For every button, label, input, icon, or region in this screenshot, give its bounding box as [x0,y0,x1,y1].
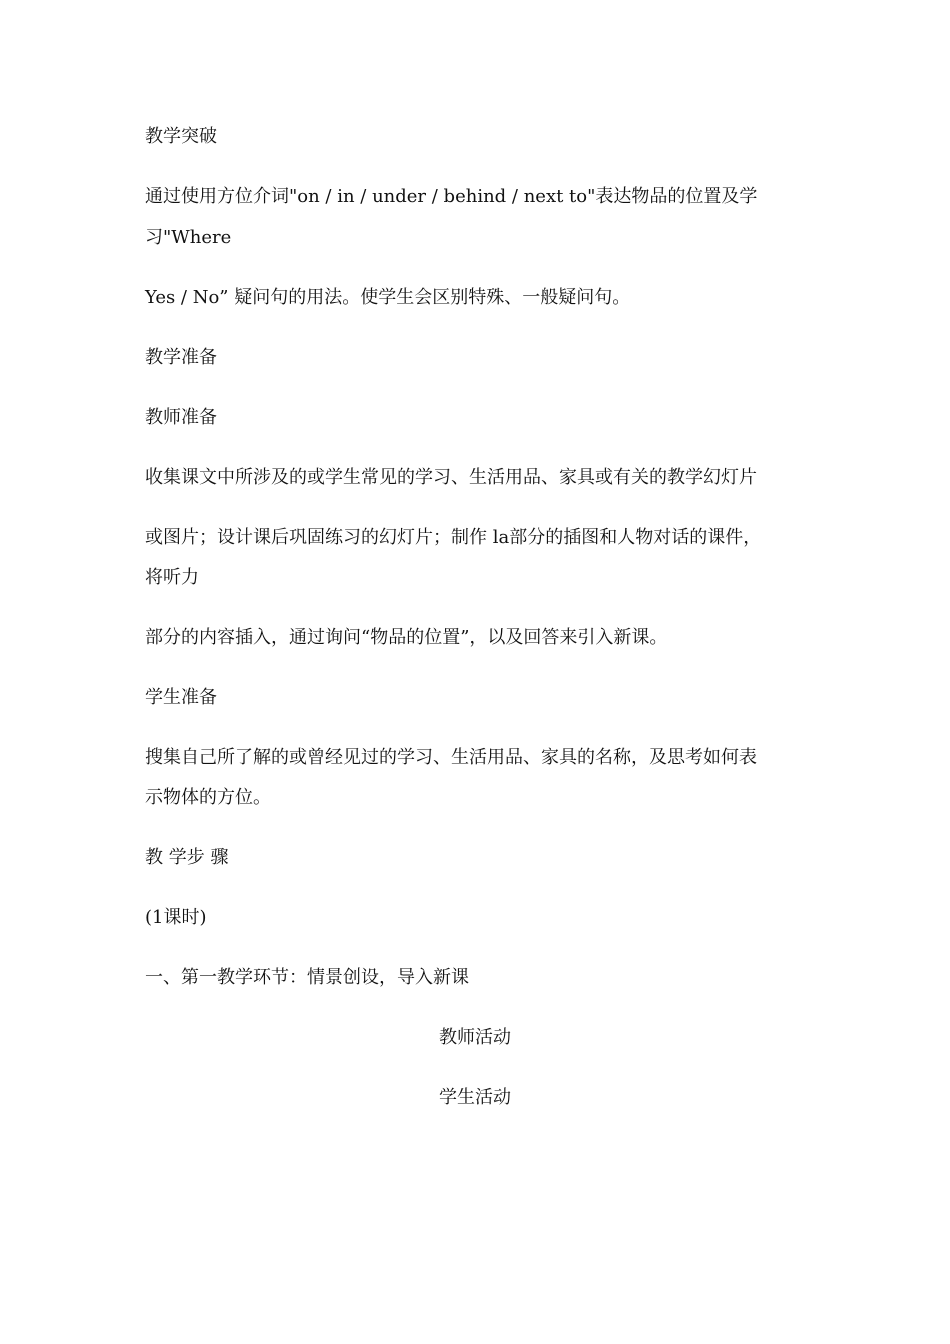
heading-teacher-preparation: 教师准备 [145,407,217,428]
paragraph-line: 将听力 [145,567,199,588]
paragraph-line: 习"Where [145,227,232,248]
paragraph-line: 搜集自己所了解的或曾经见过的学习、生活用品、家具的名称，及思考如何表 [145,747,757,768]
lesson-duration: (1课时) [145,907,207,928]
paragraph-line: 收集课文中所涉及的或学生常见的学习、生活用品、家具或有关的教学幻灯片 [145,467,757,488]
paragraph-line: 示物体的方位。 [145,787,271,808]
section-heading: 一、第一教学环节：情景创设，导入新课 [145,967,469,988]
heading-teaching-preparation: 教学准备 [145,347,217,368]
paragraph-line: 或图片；设计课后巩固练习的幻灯片；制作 la部分的插图和人物对话的课件， [145,527,762,548]
paragraph-line: 通过使用方位介词"on / in / under / behind / next to"表达物品的位置及学 [145,186,758,207]
paragraph-line: Yes / No” 疑问句的用法。使学生会区别特殊、一般疑问句。 [145,287,631,308]
heading-teaching-steps: 教 学步 骤 [145,847,229,868]
paragraph-line: 部分的内容插入，通过询问“物品的位置”，以及回答来引入新课。 [145,627,668,648]
heading-student-preparation: 学生准备 [145,687,217,708]
column-label-teacher-activity: 教师活动 [439,1027,511,1048]
column-label-student-activity: 学生活动 [439,1087,511,1108]
heading-teaching-breakthrough: 教学突破 [145,126,217,147]
